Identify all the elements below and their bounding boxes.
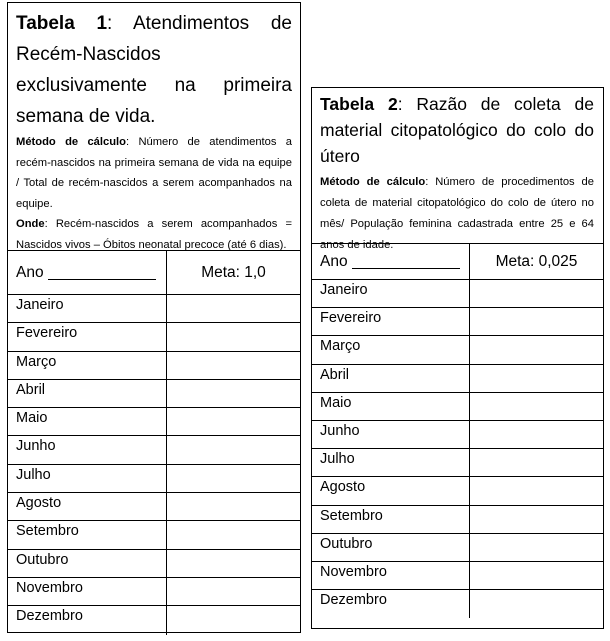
month-value-cell[interactable] — [167, 465, 300, 492]
month-label: Abril — [8, 380, 167, 407]
table-row — [312, 449, 603, 477]
table-row — [312, 393, 603, 421]
table-2-meta-cell — [470, 244, 603, 279]
table-2-meta-label: Meta: 0,025 — [495, 252, 578, 270]
table-1-where-label: Onde — [16, 218, 45, 230]
table-2-year-label: Ano — [320, 252, 348, 270]
month-label: Julho — [8, 465, 167, 492]
month-value-cell[interactable] — [167, 352, 300, 379]
month-label: Abril — [312, 365, 470, 392]
month-label: Novembro — [8, 578, 167, 605]
month-value-cell[interactable] — [167, 493, 300, 520]
table-row — [312, 506, 603, 534]
table-2-method-label: Método de cálculo — [320, 176, 426, 188]
month-value-cell[interactable] — [167, 323, 300, 350]
table-2-column-header — [312, 244, 603, 280]
table-row — [312, 280, 603, 308]
table-1-column-header — [8, 251, 300, 295]
table-1-meta-cell — [167, 251, 300, 294]
table-row — [8, 380, 300, 408]
table-row — [8, 550, 300, 578]
table-row — [312, 421, 603, 449]
table-1-year-label: Ano — [16, 263, 44, 281]
month-value-cell[interactable] — [167, 578, 300, 605]
table-2-year-cell — [312, 244, 470, 279]
table-row — [312, 590, 603, 618]
table-1 — [7, 2, 301, 633]
table-row — [8, 521, 300, 549]
month-label: Maio — [312, 393, 470, 420]
month-value-cell[interactable] — [470, 477, 603, 504]
month-value-cell[interactable] — [470, 449, 603, 476]
month-value-cell[interactable] — [470, 562, 603, 589]
table-row — [8, 493, 300, 521]
month-label: Fevereiro — [8, 323, 167, 350]
month-value-cell[interactable] — [167, 550, 300, 577]
table-row — [312, 534, 603, 562]
table-row — [8, 606, 300, 634]
month-label: Dezembro — [312, 590, 470, 618]
month-label: Setembro — [312, 506, 470, 533]
table-row — [312, 336, 603, 364]
table-row — [8, 295, 300, 323]
table-1-meta-label: Meta: 1,0 — [201, 263, 266, 281]
table-row — [312, 365, 603, 393]
table-1-year-blank[interactable] — [48, 265, 156, 280]
month-label: Junho — [8, 436, 167, 463]
table-row — [8, 323, 300, 351]
month-label: Setembro — [8, 521, 167, 548]
table-1-header — [8, 3, 300, 251]
month-label: Outubro — [312, 534, 470, 561]
month-value-cell[interactable] — [167, 295, 300, 322]
month-value-cell[interactable] — [470, 534, 603, 561]
table-1-year-cell — [8, 251, 167, 294]
table-1-where-text: : Recém-nascidos a serem acompanhados = Nascidos vivos – Óbitos neonatal precoce (até 6 dias). — [16, 218, 292, 251]
month-label: Março — [312, 336, 470, 363]
month-label: Março — [8, 352, 167, 379]
month-value-cell[interactable] — [470, 280, 603, 307]
table-2-title — [320, 91, 594, 169]
month-value-cell[interactable] — [167, 380, 300, 407]
table-2-header — [312, 88, 603, 251]
table-row — [312, 308, 603, 336]
month-value-cell[interactable] — [470, 421, 603, 448]
table-row — [312, 562, 603, 590]
table-1-title-text: : Atendimentos de Recém-Nascidos exclusivamente na primeira semana de vida. — [16, 13, 292, 127]
month-value-cell[interactable] — [167, 606, 300, 634]
table-1-title-bold: Tabela 1 — [16, 13, 108, 34]
table-row — [8, 352, 300, 380]
month-label: Janeiro — [8, 295, 167, 322]
table-row — [312, 477, 603, 505]
month-value-cell[interactable] — [167, 521, 300, 548]
month-label: Janeiro — [312, 280, 470, 307]
month-label: Novembro — [312, 562, 470, 589]
month-label: Fevereiro — [312, 308, 470, 335]
month-label: Dezembro — [8, 606, 167, 634]
table-row — [8, 465, 300, 493]
month-label: Outubro — [8, 550, 167, 577]
table-1-title — [16, 8, 292, 132]
table-row — [8, 436, 300, 464]
table-2-title-bold: Tabela 2 — [320, 94, 398, 114]
month-value-cell[interactable] — [470, 393, 603, 420]
month-value-cell[interactable] — [167, 436, 300, 463]
month-value-cell[interactable] — [470, 308, 603, 335]
table-2 — [311, 87, 604, 629]
month-label: Maio — [8, 408, 167, 435]
table-1-method-text: : Número de atendimentos a recém-nascidos na primeira semana de vida na equipe / Total de recém-nascidos a serem acompanhados na equipe. — [16, 136, 293, 210]
month-value-cell[interactable] — [470, 336, 603, 363]
month-label: Julho — [312, 449, 470, 476]
table-2-title-text: : Razão de coleta de material citopatológico do colo do útero — [320, 94, 594, 166]
month-label: Agosto — [8, 493, 167, 520]
table-row — [8, 578, 300, 606]
table-1-method — [16, 132, 292, 255]
month-value-cell[interactable] — [470, 365, 603, 392]
table-2-method-text: : Número de procedimentos de coleta de material citopatológico do colo de útero no mês/ População feminina cadastrada entre 25 e 64 anos de idade. — [320, 176, 594, 251]
table-1-method-label: Método de cálculo — [16, 136, 127, 148]
month-label: Junho — [312, 421, 470, 448]
month-label: Agosto — [312, 477, 470, 504]
month-value-cell[interactable] — [470, 590, 603, 618]
table-row — [8, 408, 300, 436]
month-value-cell[interactable] — [470, 506, 603, 533]
month-value-cell[interactable] — [167, 408, 300, 435]
table-2-year-blank[interactable] — [352, 254, 460, 269]
